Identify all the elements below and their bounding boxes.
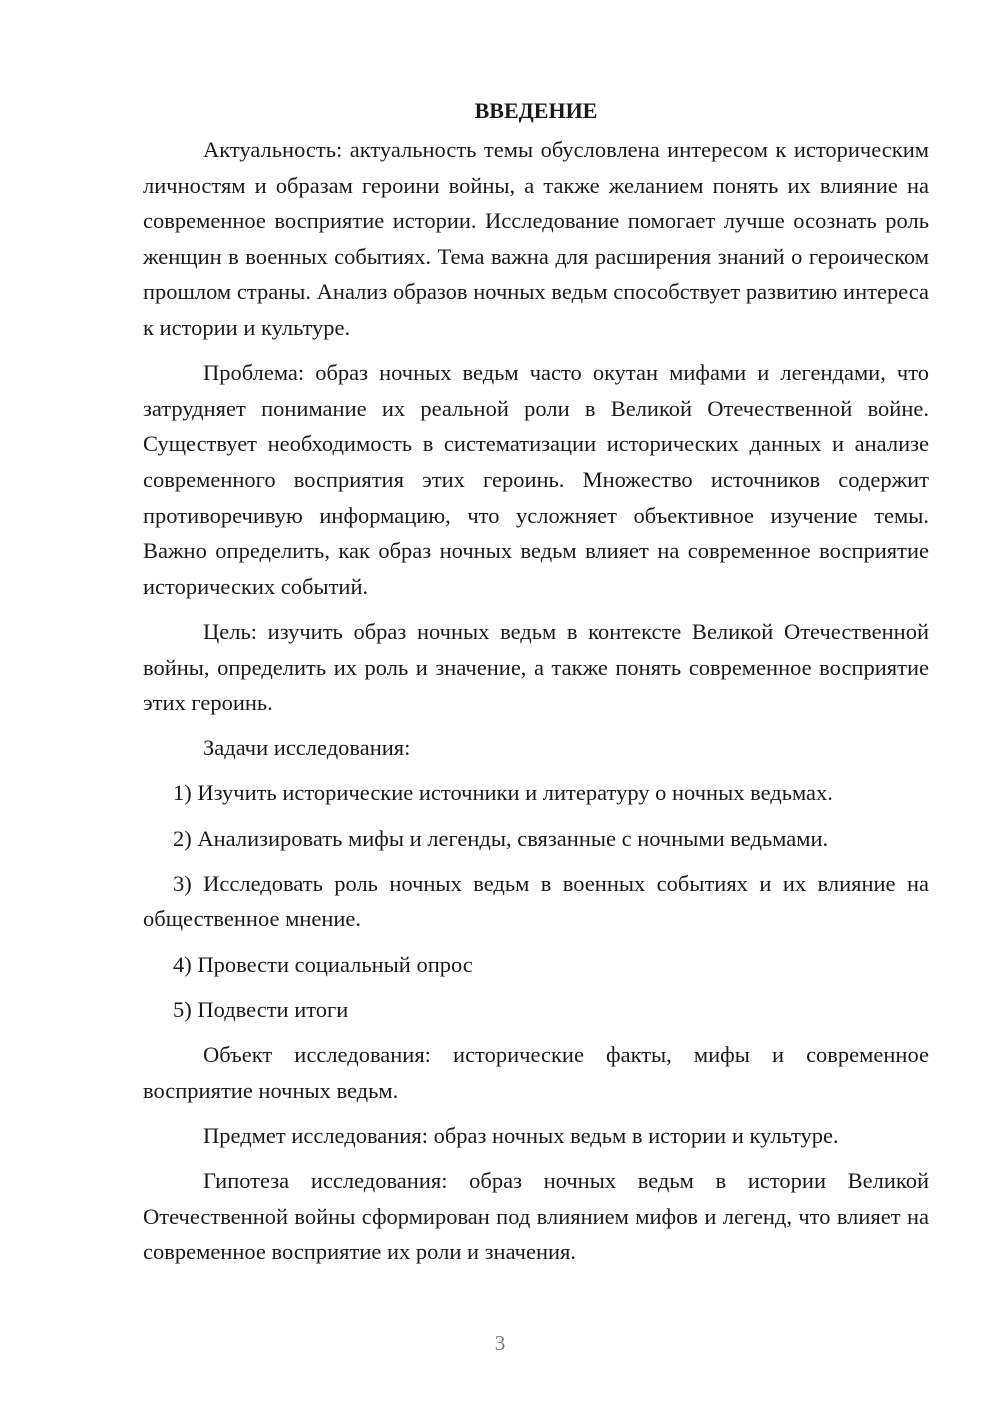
- paragraph-hypothesis: Гипотеза исследования: образ ночных ведьм в истории Великой Отечественной войны сформирован под влиянием мифов и легенд, что влияет на современное восприятие их роли и значения.: [143, 1167, 929, 1265]
- task-item-4: 4) Провести социальный опрос: [173, 951, 473, 977]
- task-item-3: 3) Исследовать роль ночных ведьм в военных событиях и их влияние на общественное мнение.: [143, 870, 929, 932]
- paragraph-object: Объект исследования: исторические факты, мифы и современное восприятие ночных ведьм.: [143, 1042, 929, 1103]
- task-item-2: 2) Анализировать мифы и легенды, связанные с ночными ведьмами.: [173, 825, 829, 851]
- page-title: ВВЕДЕНИЕ: [474, 98, 598, 123]
- paragraph-tasks-heading: Задачи исследования:: [203, 735, 411, 761]
- paragraph-goal: Цель: изучить образ ночных ведьм в контексте Великой Отечественной войны, определить их роль и значение, а также понять современное восприятие этих героинь.: [143, 618, 929, 716]
- paragraph-problem: Проблема: образ ночных ведьм часто окутан мифами и легендами, что затрудняет понимание их реальной роли в Великой Отечественной войне. Существует необходимость в систематизации исторических данных и анализе современного восприятия этих героинь. Множество источников содержит противоречивую информацию, что усложняет объективное изучение темы. Важно определить, как образ ночных ведьм влияет на современное восприятие исторических событий.: [143, 360, 929, 599]
- paragraph-subject: Предмет исследования: образ ночных ведьм в истории и культуре.: [203, 1122, 839, 1148]
- document-page: [143, 94, 929, 1279]
- paragraph-relevance: Актуальность: актуальность темы обусловлена интересом к историческим личностям и образам героини войны, а также желанием понять их влияние на современное восприятие истории. Исследование помогает лучше осознать роль женщин в военных событиях. Тема важна для расширения знаний о героическом прошлом страны. Анализ образов ночных ведьм способствует развитию интереса к истории и культуре.: [143, 137, 929, 340]
- page-number: 3: [494, 1331, 506, 1355]
- task-item-5: 5) Подвести итоги: [173, 996, 349, 1022]
- task-item-1: 1) Изучить исторические источники и литературу о ночных ведьмах.: [173, 780, 833, 806]
